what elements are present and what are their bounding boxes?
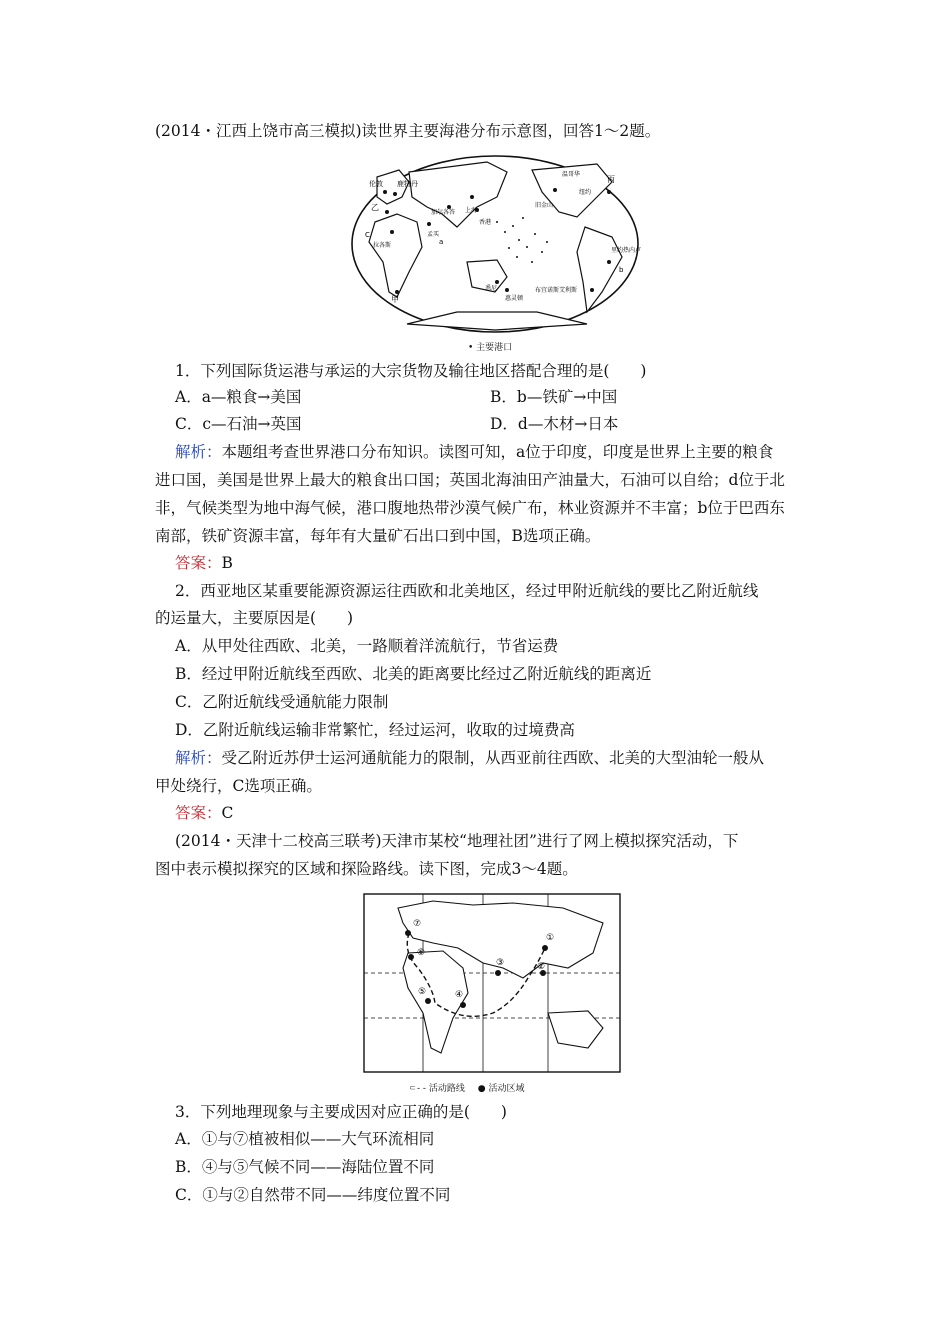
q1-option-d: D．d—木材→日本 xyxy=(490,415,619,433)
marker-label: ⑤ xyxy=(418,987,427,997)
intro-text-2-line-2: 图中表示模拟探究的区域和探险路线。读下图，完成3～4题。 xyxy=(155,860,578,878)
map1-label: 旧金山 xyxy=(535,202,554,209)
q1-answer xyxy=(175,552,233,574)
q1-analysis-line-2: 进口国，美国是世界上最大的粮食出口国；英国北海油田产油量大，石油可以自给；d位于北 xyxy=(155,471,785,489)
map2-legend xyxy=(408,1081,524,1094)
map1-label: 拉各斯 xyxy=(373,242,392,249)
q1-analysis-line-1 xyxy=(175,441,773,463)
area-legend-icon: ● xyxy=(477,1084,486,1094)
map1-label: 温哥华 xyxy=(562,171,581,178)
q1-analysis-line-4: 南部，铁矿资源丰富，每年有大量矿石出口到中国，B选项正确。 xyxy=(155,527,601,545)
map1-label: C xyxy=(365,231,370,239)
map1-label: 上海 xyxy=(465,207,478,214)
q1-option-c: C．c—石油→英国 xyxy=(175,415,302,433)
q2-answer-label: 答案： xyxy=(175,804,222,822)
world-ports-map xyxy=(347,152,643,352)
map1-label: 加尔各答 xyxy=(431,209,456,216)
q1-analysis-label: 解析： xyxy=(175,443,222,461)
q2-answer-value: C xyxy=(221,804,234,822)
map1-label: 布宜诺斯艾利斯 xyxy=(535,287,578,294)
route-legend-label: 活动路线 xyxy=(428,1084,465,1094)
q2-analysis-line-1 xyxy=(175,747,764,769)
q2-analysis-label: 解析： xyxy=(175,749,222,767)
marker-label: ⑦ xyxy=(413,919,422,929)
map1-label: 丙 xyxy=(607,175,615,184)
q1-answer-label: 答案： xyxy=(175,554,222,572)
q1-option-a: A．a—粮食→美国 xyxy=(175,388,302,406)
q3-option-b: B．④与⑤气候不同——海陆位置不同 xyxy=(175,1158,435,1176)
q1-stem: 1．下列国际货运港与承运的大宗货物及输往地区搭配合理的是( ) xyxy=(175,362,647,380)
marker-label: ① xyxy=(546,933,555,943)
area-legend-label: 活动区域 xyxy=(488,1084,525,1094)
q1-analysis-line-3: 非，气候类型为地中海气候，港口腹地热带沙漠气候广布，林业资源并不丰富；b位于巴西东 xyxy=(155,499,785,517)
intro-text-2-line-1: (2014・天津十二校高三联考)天津市某校“地理社团”进行了网上模拟探究活动，下 xyxy=(175,832,739,850)
map1-label: 甲 xyxy=(391,295,399,304)
marker-label: ③ xyxy=(496,958,505,968)
map1-label: 惠灵顿 xyxy=(505,295,524,302)
q2-option-a: A．从甲处往西欧、北美，一路顺着洋流航行，节省运费 xyxy=(175,637,559,655)
route-legend-icon: ⸦- - xyxy=(408,1084,426,1094)
q1-option-b: B．b—铁矿→中国 xyxy=(490,388,618,406)
marker-label: ⑥ xyxy=(417,948,426,958)
map1-label: a xyxy=(439,238,444,246)
map1-label: 孟买 xyxy=(427,231,440,238)
q1-answer-value: B xyxy=(221,554,233,572)
q1-analysis-text: 本题组考查世界港口分布知识。读图可知，a位于印度，印度是世界上主要的粮食 xyxy=(221,443,774,461)
map1-label: 悉尼 xyxy=(485,285,498,292)
expedition-map-figure xyxy=(363,893,621,1075)
q3-option-a: A．①与⑦植被相似——大气环流相同 xyxy=(175,1130,435,1148)
map1-label: b xyxy=(619,266,624,274)
q2-option-b: B．经过甲附近航线至西欧、北美的距离要比经过乙附近航线的距离近 xyxy=(175,665,652,683)
q2-answer xyxy=(175,802,233,824)
marker-label: ④ xyxy=(455,990,464,1000)
expedition-map xyxy=(363,893,621,1075)
marker-label: ② xyxy=(537,962,546,972)
map1-label: 乙 xyxy=(371,203,379,212)
world-map-figure xyxy=(347,152,643,352)
intro-text-1: (2014・江西上饶市高三模拟)读世界主要海港分布示意图，回答1～2题。 xyxy=(155,122,661,140)
map1-label: 鹿特丹 xyxy=(397,180,418,188)
map1-label: 伦敦 xyxy=(369,180,383,188)
q2-stem-line-1: 2．西亚地区某重要能源资源运往西欧和北美地区，经过甲附近航线的要比乙附近航线 xyxy=(175,582,759,600)
q3-stem: 3．下列地理现象与主要成因对应正确的是( ) xyxy=(175,1103,507,1121)
map1-legend: • 主要港口 xyxy=(468,343,513,353)
q2-analysis-text: 受乙附近苏伊士运河通航能力的限制，从西亚前往西欧、北美的大型油轮一般从 xyxy=(221,749,765,767)
q2-stem-line-2: 的运量大，主要原因是( ) xyxy=(155,609,354,627)
q3-option-c: C．①与②自然带不同——纬度位置不同 xyxy=(175,1186,451,1204)
map1-label: 纽约 xyxy=(579,189,592,196)
map1-label: 香港 xyxy=(479,219,492,226)
q2-analysis-line-2: 甲处绕行，C选项正确。 xyxy=(155,777,322,795)
q2-option-c: C．乙附近航线受通航能力限制 xyxy=(175,693,389,711)
q2-option-d: D．乙附近航线运输非常繁忙，经过运河，收取的过境费高 xyxy=(175,721,575,739)
map1-label: 里约热内卢 xyxy=(611,247,642,254)
